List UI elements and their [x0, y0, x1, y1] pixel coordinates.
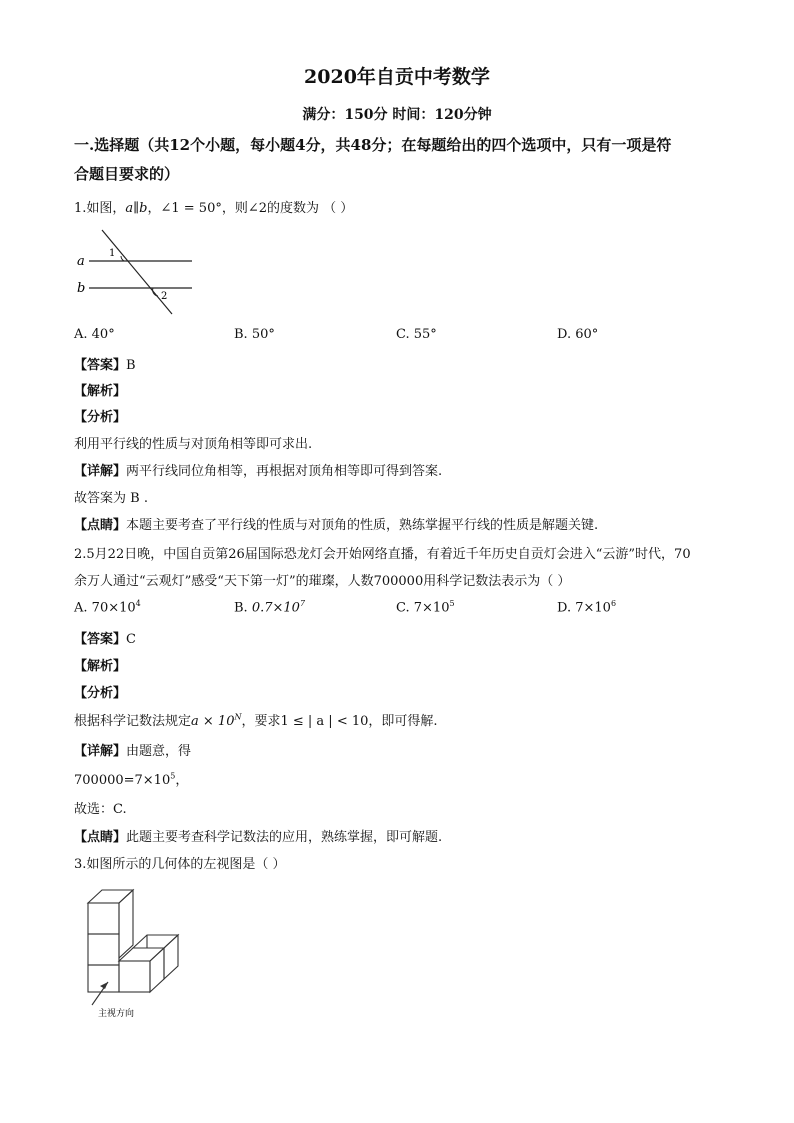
calc-exponent: 5	[170, 771, 176, 781]
cube-side-face	[150, 948, 164, 992]
xiangjie-tag: 【详解】	[74, 744, 127, 759]
q1-xiangjie	[74, 460, 442, 479]
section-heading-line1: 一.选择题（共12个小题，每小题4分，共48分；在每题给出的四个选项中，只有一项是符	[74, 136, 672, 154]
fenxi-post: ，即可得解.	[368, 714, 438, 729]
q3-cube-stack-figure	[74, 885, 194, 1021]
q2-dianjing	[74, 826, 442, 845]
fenxi-pre: 根据科学记数法规定	[74, 714, 192, 729]
q2-option-d	[557, 599, 616, 615]
calc-post: ，	[175, 773, 189, 788]
cube-front-face	[88, 903, 119, 934]
dianjing-tag: 【点睛】	[74, 518, 127, 533]
option-label: A.	[74, 600, 88, 616]
option-base: 7×10	[575, 600, 611, 616]
q2-answer	[74, 628, 136, 647]
q1-fenxi-text: 利用平行线的性质与对顶角相等即可求出.	[74, 437, 313, 452]
q2-fenxi-text	[74, 710, 438, 729]
label-b: b	[77, 281, 86, 296]
q2-option-b	[234, 599, 305, 615]
cube-front-face	[88, 934, 119, 965]
xiangjie-text: 两平行线同位角相等，再根据对顶角相等即可得到答案.	[126, 464, 443, 479]
q1-parallel-lines-figure	[74, 226, 198, 318]
option-label: C.	[396, 600, 410, 616]
view-direction-caption: 主视方向	[98, 1009, 135, 1019]
q2-option-a	[74, 599, 141, 615]
arrow-head-icon	[100, 982, 108, 989]
option-base: 7×10	[413, 600, 450, 616]
q1-stem	[74, 197, 353, 216]
fenxi-formula-exp: N	[234, 712, 242, 722]
label-angle-2: 2	[161, 291, 168, 302]
calc-base: 700000=7×10	[74, 773, 171, 788]
q2-option-c	[396, 599, 455, 615]
answer-tag: 【答案】	[74, 358, 127, 373]
q2-calculation	[74, 769, 188, 788]
page-title: 2020年自贡中考数学	[304, 66, 490, 88]
dianjing-tag: 【点睛】	[74, 830, 127, 845]
fenxi-condition: 1 ≤ | a | < 10	[280, 714, 369, 729]
answer-tag: 【答案】	[74, 632, 127, 647]
q1-stem-math: a∥b	[125, 201, 148, 216]
q1-stem-rest: ，∠1 = 50°，则∠2的度数为 （ ）	[147, 201, 354, 216]
answer-value: B	[126, 358, 136, 373]
q2-conclusion: 故选：C.	[74, 802, 127, 817]
option-label: D.	[557, 600, 572, 616]
option-base: 70×10	[91, 600, 136, 616]
q1-option-d: D. 60°	[557, 327, 599, 342]
q1-option-b: B. 50°	[234, 327, 275, 342]
dianjing-text: 此题主要考查科学记数法的应用，熟练掌握，即可解题.	[126, 830, 443, 845]
q1-jiexi-tag: 【解析】	[74, 384, 127, 399]
label-angle-1: 1	[109, 248, 116, 259]
option-exponent: 7	[299, 599, 306, 608]
q1-option-c: C. 55°	[396, 327, 437, 342]
q2-xiangjie	[74, 740, 191, 759]
section-heading-line2: 合题目要求的）	[74, 165, 180, 183]
exam-meta: 满分：150分 时间：120分钟	[302, 107, 492, 123]
option-base: 0.7×10	[251, 600, 300, 616]
option-exponent: 4	[135, 599, 141, 608]
fenxi-mid: ，要求	[241, 714, 281, 729]
cube-side-face	[164, 935, 178, 979]
q3-stem: 3.如图所示的几何体的左视图是（ ）	[74, 857, 286, 872]
angle-2-arc	[153, 288, 158, 296]
q2-stem-line2: 余万人通过“云观灯”感受“天下第一灯”的璀璨，人数700000用科学记数法表示为（ ）	[74, 574, 571, 589]
q2-stem-line1: 2.5月22日晚，中国自贡第26届国际恐龙灯会开始网络直播，有着近千年历史自贡灯会进入“云游”时代，70	[74, 547, 691, 562]
cube-side-face	[119, 890, 133, 958]
option-label: B.	[234, 600, 248, 616]
q1-dianjing	[74, 514, 598, 533]
label-a: a	[77, 254, 85, 269]
q1-conclusion: 故答案为 B .	[74, 491, 148, 506]
answer-value: C	[126, 632, 136, 647]
fenxi-formula: a × 10	[191, 714, 235, 729]
xiangjie-tag: 【详解】	[74, 464, 127, 479]
q1-answer	[74, 354, 136, 373]
q2-jiexi-tag: 【解析】	[74, 659, 127, 674]
xiangjie-text: 由题意，得	[126, 744, 192, 759]
cube-front-face	[119, 961, 150, 992]
q1-option-a: A. 40°	[74, 327, 115, 342]
dianjing-text: 本题主要考查了平行线的性质与对顶角的性质，熟练掌握平行线的性质是解题关键.	[126, 518, 599, 533]
q2-fenxi-tag: 【分析】	[74, 686, 127, 701]
q1-fenxi-tag: 【分析】	[74, 410, 127, 425]
q1-stem-prefix: 1.如图，	[74, 201, 126, 216]
option-exponent: 6	[610, 599, 617, 608]
option-exponent: 5	[449, 599, 455, 608]
